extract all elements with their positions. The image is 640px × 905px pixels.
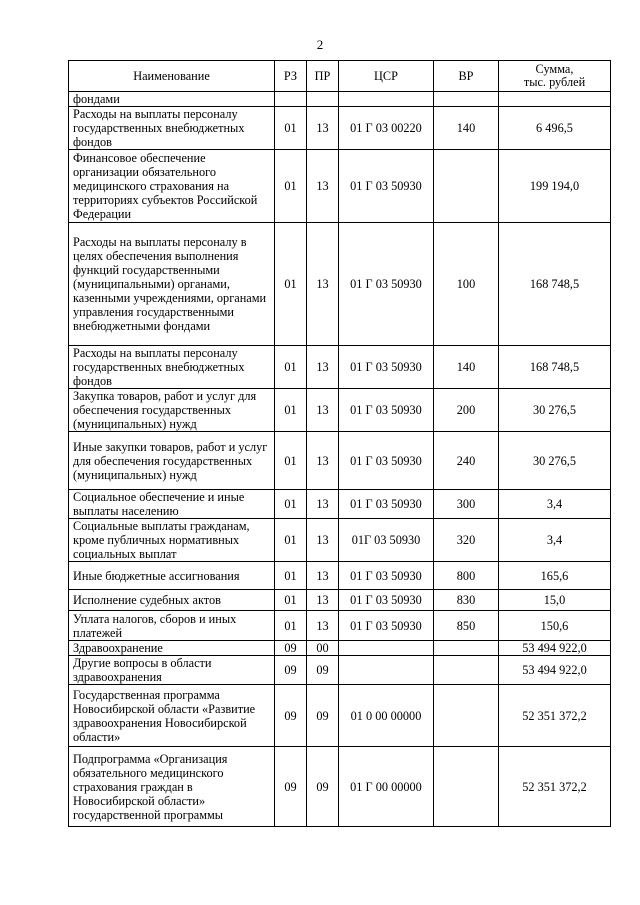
cell-vr: [434, 92, 499, 107]
cell-name: Исполнение судебных актов: [69, 590, 275, 611]
cell-sum: 168 748,5: [499, 223, 611, 346]
cell-rz: 01: [275, 611, 307, 641]
header-sum: Сумма, тыс. рублей: [499, 61, 611, 92]
cell-csr: [339, 641, 434, 656]
cell-pr: 13: [307, 490, 339, 519]
cell-vr: 240: [434, 432, 499, 490]
table-row: [69, 611, 611, 641]
table-row: [69, 656, 611, 685]
table-header-row: [69, 61, 611, 92]
cell-rz: 01: [275, 590, 307, 611]
cell-sum: [499, 92, 611, 107]
cell-csr: 01 Г 03 50930: [339, 490, 434, 519]
table-row: [69, 519, 611, 562]
cell-name: Финансовое обеспечение организации обязательного медицинского страхования на территориях субъектов Российской Федерации: [69, 150, 275, 223]
cell-vr: [434, 656, 499, 685]
cell-rz: 01: [275, 490, 307, 519]
cell-rz: [275, 92, 307, 107]
cell-rz: 01: [275, 346, 307, 389]
cell-csr: 01 Г 03 50930: [339, 590, 434, 611]
cell-vr: 320: [434, 519, 499, 562]
cell-name: Расходы на выплаты персоналу государственных внебюджетных фондов: [69, 107, 275, 150]
cell-name: Расходы на выплаты персоналу государственных внебюджетных фондов: [69, 346, 275, 389]
table-row: [69, 562, 611, 590]
cell-sum: 30 276,5: [499, 432, 611, 490]
cell-csr: [339, 656, 434, 685]
cell-sum: 150,6: [499, 611, 611, 641]
cell-vr: [434, 747, 499, 827]
cell-csr: 01 Г 03 50930: [339, 346, 434, 389]
cell-rz: 09: [275, 685, 307, 747]
table-row: [69, 150, 611, 223]
cell-rz: 01: [275, 519, 307, 562]
cell-pr: 13: [307, 562, 339, 590]
cell-rz: 09: [275, 747, 307, 827]
cell-pr: 13: [307, 389, 339, 432]
cell-csr: 01 Г 03 50930: [339, 562, 434, 590]
cell-pr: 13: [307, 346, 339, 389]
cell-pr: 09: [307, 685, 339, 747]
cell-name: Подпрограмма «Организация обязательного медицинского страхования граждан в Новосибирской области» государственной программы: [69, 747, 275, 827]
cell-name: Социальные выплаты гражданам, кроме публичных нормативных социальных выплат: [69, 519, 275, 562]
cell-vr: 140: [434, 107, 499, 150]
cell-csr: 01 Г 03 50930: [339, 150, 434, 223]
cell-pr: 13: [307, 519, 339, 562]
page-number: 2: [316, 37, 324, 52]
cell-csr: 01 0 00 00000: [339, 685, 434, 747]
cell-vr: 300: [434, 490, 499, 519]
table-row: [69, 107, 611, 150]
cell-name: Иные бюджетные ассигнования: [69, 562, 275, 590]
cell-sum: 53 494 922,0: [499, 656, 611, 685]
cell-vr: [434, 150, 499, 223]
cell-sum: 52 351 372,2: [499, 747, 611, 827]
cell-csr: 01 Г 03 50930: [339, 432, 434, 490]
header-vr: ВР: [434, 61, 499, 92]
table-row: [69, 747, 611, 827]
cell-vr: 830: [434, 590, 499, 611]
cell-sum: 168 748,5: [499, 346, 611, 389]
table-row: [69, 590, 611, 611]
cell-name: Расходы на выплаты персоналу в целях обеспечения выполнения функций государственными (муниципальными) органами, казенными учреждениями, органами управления государственными внебюджетными фондами: [69, 223, 275, 346]
cell-vr: [434, 641, 499, 656]
cell-csr: 01 Г 03 00220: [339, 107, 434, 150]
header-rz: РЗ: [275, 61, 307, 92]
table-row: [69, 685, 611, 747]
cell-name: Здравоохранение: [69, 641, 275, 656]
cell-csr: 01Г 03 50930: [339, 519, 434, 562]
cell-pr: 13: [307, 107, 339, 150]
cell-pr: 13: [307, 432, 339, 490]
cell-csr: 01 Г 03 50930: [339, 223, 434, 346]
cell-rz: 01: [275, 562, 307, 590]
cell-name: Уплата налогов, сборов и иных платежей: [69, 611, 275, 641]
table-row: [69, 432, 611, 490]
cell-sum: 15,0: [499, 590, 611, 611]
cell-name: Другие вопросы в области здравоохранения: [69, 656, 275, 685]
cell-csr: [339, 92, 434, 107]
cell-vr: 140: [434, 346, 499, 389]
cell-rz: 09: [275, 656, 307, 685]
cell-pr: 13: [307, 590, 339, 611]
cell-sum: 52 351 372,2: [499, 685, 611, 747]
cell-rz: 01: [275, 389, 307, 432]
cell-sum: 3,4: [499, 519, 611, 562]
cell-pr: 09: [307, 656, 339, 685]
cell-rz: 01: [275, 223, 307, 346]
table-row: [69, 223, 611, 346]
cell-sum: 30 276,5: [499, 389, 611, 432]
header-csr: ЦСР: [339, 61, 434, 92]
cell-pr: [307, 92, 339, 107]
cell-rz: 01: [275, 432, 307, 490]
header-name: Наименование: [69, 61, 275, 92]
budget-table: [68, 60, 611, 827]
cell-pr: 13: [307, 223, 339, 346]
cell-sum: 165,6: [499, 562, 611, 590]
cell-rz: 09: [275, 641, 307, 656]
cell-sum: 3,4: [499, 490, 611, 519]
cell-sum: 53 494 922,0: [499, 641, 611, 656]
cell-name: Закупка товаров, работ и услуг для обеспечения государственных (муниципальных) нужд: [69, 389, 275, 432]
cell-pr: 13: [307, 611, 339, 641]
cell-name: фондами: [69, 92, 275, 107]
cell-vr: 200: [434, 389, 499, 432]
table-row: [69, 389, 611, 432]
cell-name: Иные закупки товаров, работ и услуг для обеспечения государственных (муниципальных) нужд: [69, 432, 275, 490]
cell-pr: 00: [307, 641, 339, 656]
cell-vr: 800: [434, 562, 499, 590]
table-row: [69, 490, 611, 519]
cell-vr: 850: [434, 611, 499, 641]
cell-pr: 09: [307, 747, 339, 827]
cell-rz: 01: [275, 107, 307, 150]
cell-sum: 199 194,0: [499, 150, 611, 223]
cell-name: Государственная программа Новосибирской области «Развитие здравоохранения Новосибирской области»: [69, 685, 275, 747]
table-row: [69, 346, 611, 389]
cell-vr: 100: [434, 223, 499, 346]
cell-csr: 01 Г 03 50930: [339, 389, 434, 432]
header-pr: ПР: [307, 61, 339, 92]
table-row: [69, 641, 611, 656]
cell-name: Социальное обеспечение и иные выплаты населению: [69, 490, 275, 519]
cell-vr: [434, 685, 499, 747]
cell-pr: 13: [307, 150, 339, 223]
cell-csr: 01 Г 00 00000: [339, 747, 434, 827]
cell-csr: 01 Г 03 50930: [339, 611, 434, 641]
cell-rz: 01: [275, 150, 307, 223]
table-row: [69, 92, 611, 107]
cell-sum: 6 496,5: [499, 107, 611, 150]
